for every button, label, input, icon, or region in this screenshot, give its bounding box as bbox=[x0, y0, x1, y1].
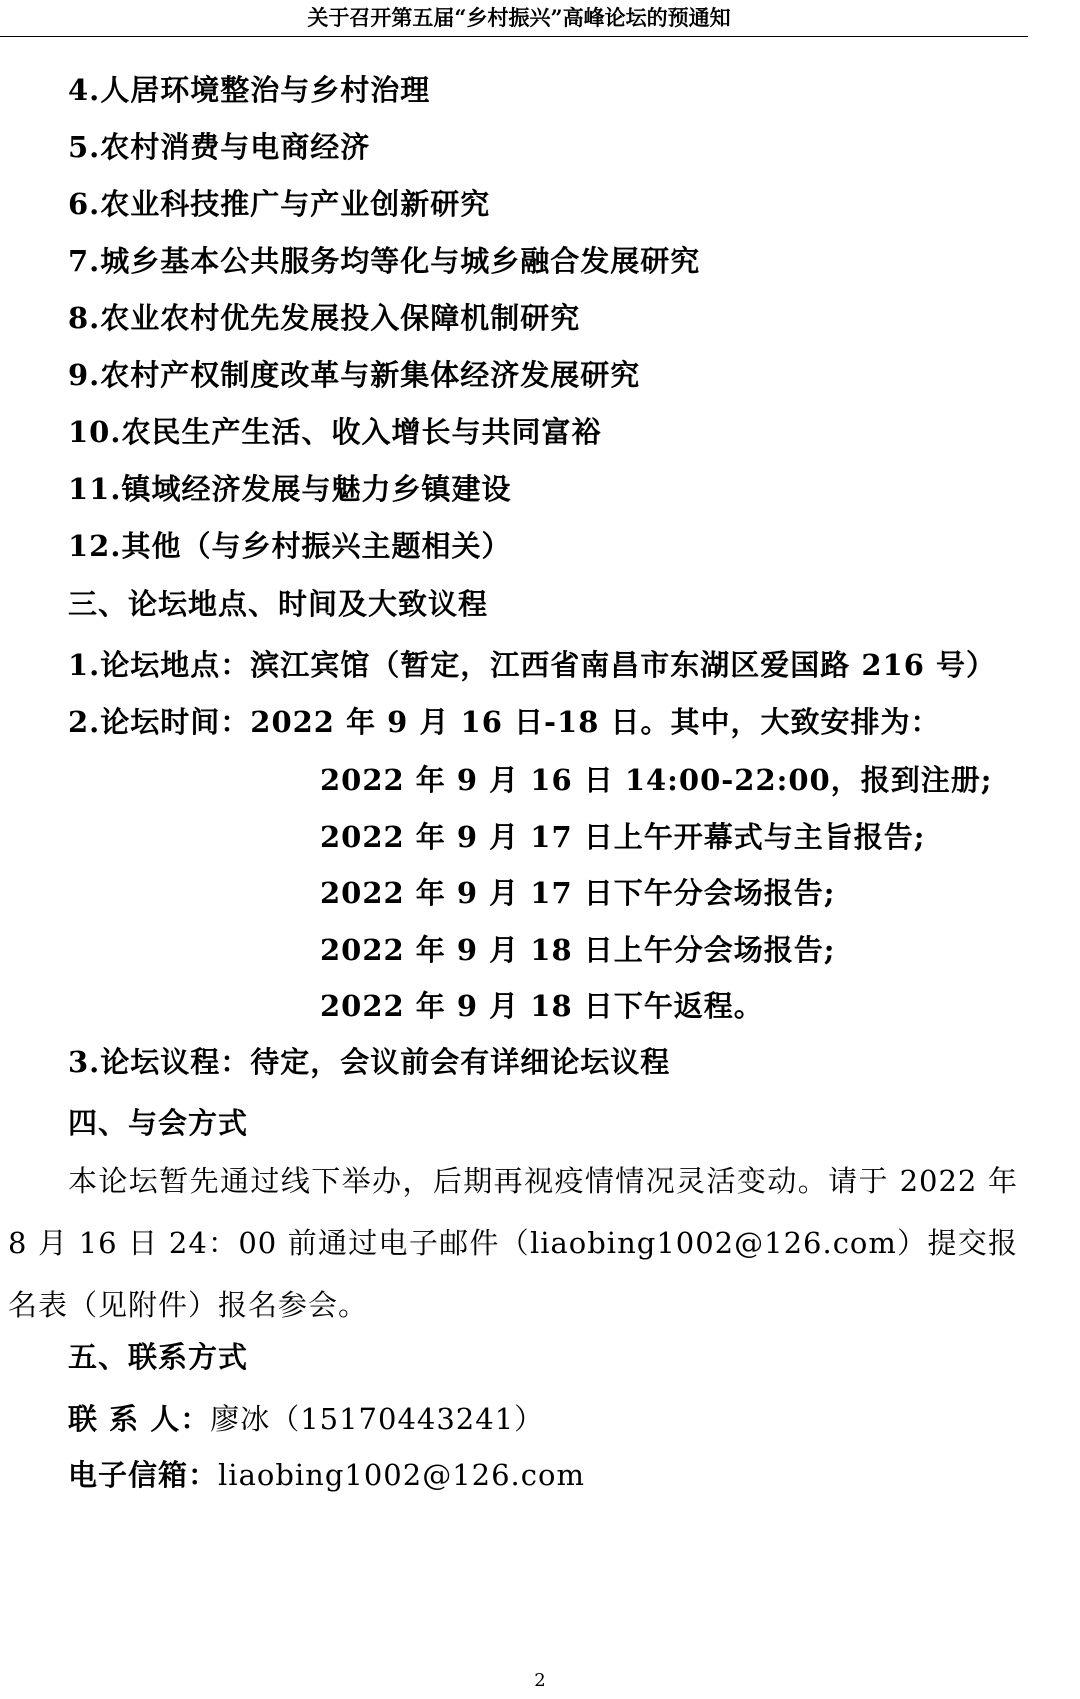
topic-item-12: 12.其他（与乡村振兴主题相关） bbox=[68, 529, 512, 563]
schedule-item: 2022 年 9 月 17 日上午开幕式与主旨报告; bbox=[320, 820, 926, 854]
section3-heading: 三、论坛地点、时间及大致议程 bbox=[68, 587, 489, 621]
page-number: 2 bbox=[534, 1670, 546, 1691]
section4-heading: 四、与会方式 bbox=[68, 1106, 249, 1140]
forum-agenda: 3.论坛议程：待定，会议前会有详细论坛议程 bbox=[68, 1045, 671, 1079]
contact-row bbox=[68, 1397, 544, 1438]
contact-value: 廖冰（15170443241） bbox=[210, 1402, 545, 1436]
email-label: 电子信箱： bbox=[68, 1458, 219, 1492]
topic-item-6: 6.农业科技推广与产业创新研究 bbox=[68, 187, 491, 221]
topic-item-8: 8.农业农村优先发展投入保障机制研究 bbox=[68, 301, 581, 335]
schedule-item: 2022 年 9 月 18 日下午返程。 bbox=[320, 989, 764, 1023]
schedule-item: 2022 年 9 月 18 日上午分会场报告; bbox=[320, 933, 836, 967]
forum-location: 1.论坛地点：滨江宾馆（暂定，江西省南昌市东湖区爱国路 216 号） bbox=[68, 648, 997, 682]
schedule-item: 2022 年 9 月 17 日下午分会场报告; bbox=[320, 876, 836, 910]
topic-item-11: 11.镇域经济发展与魅力乡镇建设 bbox=[68, 472, 512, 506]
attendance-paragraph: 本论坛暂先通过线下举办，后期再视疫情情况灵活变动。请于 2022 年 8 月 16 日 24：00 前通过电子邮件（liaobing1002@126.com）提交报名表（见附件）报名参会。 bbox=[8, 1164, 1018, 1322]
schedule-item: 2022 年 9 月 16 日 14:00-22:00，报到注册; bbox=[320, 763, 993, 797]
topic-item-4: 4.人居环境整治与乡村治理 bbox=[68, 73, 431, 107]
page-header: 关于召开第五届“乡村振兴”高峰论坛的预通知 bbox=[0, 0, 1028, 37]
forum-time: 2.论坛时间：2022 年 9 月 16 日-18 日。其中，大致安排为： bbox=[68, 705, 941, 739]
topic-item-7: 7.城乡基本公共服务均等化与城乡融合发展研究 bbox=[68, 244, 701, 278]
topic-item-10: 10.农民生产生活、收入增长与共同富裕 bbox=[68, 415, 602, 449]
topic-item-5: 5.农村消费与电商经济 bbox=[68, 130, 371, 164]
contact-label: 联 系 人： bbox=[68, 1402, 211, 1436]
topic-item-9: 9.农村产权制度改革与新集体经济发展研究 bbox=[68, 358, 641, 392]
email-value[interactable]: liaobing1002@126.com bbox=[218, 1458, 585, 1492]
section5-heading: 五、联系方式 bbox=[68, 1340, 249, 1374]
email-row bbox=[68, 1453, 585, 1494]
